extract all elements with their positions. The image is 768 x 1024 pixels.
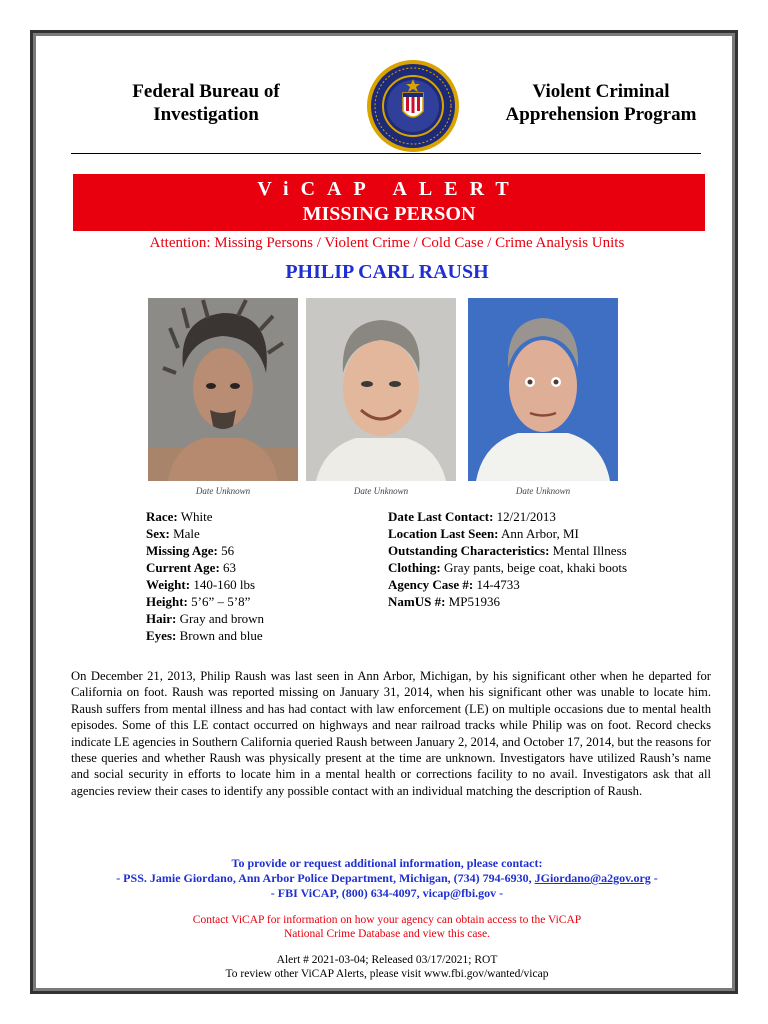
case-narrative: On December 21, 2013, Philip Raush was last seen in Ann Arbor, Michigan, by his significant other when he departed for California on foot. Raush was reported missing on January 31, 2014, when his significant other was unable to locate him. Raush suffers from mental illness and has had contact with law enforcement (LE) on multiple occasions due to mental health episodes. Some of this LE contact occurred on highways and near railroad tracks while Philip was on foot. Record checks indicate LE agencies in Southern California queried Raush between January 2, 2014, and October 17, 2014, but the reasons for these queries and whether Raush was physically present at the time are unknown. Investigators have utilized Raush’s name and social security in efforts to locate him in a mental health or corrections facility to no avail. Investigators ask that all agencies review their cases to identify any possible contact with an individual matching the description of Raush. xyxy=(71,669,711,798)
header-agency-left xyxy=(96,80,316,126)
photo-1-caption: Date Unknown xyxy=(195,486,251,496)
photo-2-caption: Date Unknown xyxy=(353,486,409,496)
access-line1: Contact ViCAP for information on how your agency can obtain access to the ViCAP xyxy=(192,914,582,926)
header-left-line2: Investigation xyxy=(153,104,259,125)
subject-photo-3 xyxy=(468,298,618,481)
access-note xyxy=(36,913,738,941)
facts-right xyxy=(388,508,633,610)
contact-line-fbi: - FBI ViCAP, (800) 634-4097, vicap@fbi.gov - xyxy=(270,886,504,900)
banner-title: ViCAP ALERT xyxy=(257,178,521,200)
subject-photo-2 xyxy=(306,298,456,481)
facts-left xyxy=(146,508,346,644)
fact-eyes: Eyes: Brown and blue xyxy=(146,628,263,643)
contact-heading: To provide or request additional information, please contact: xyxy=(231,856,543,870)
fact-height: Height: 5’6” – 5’8” xyxy=(146,594,251,609)
fact-date-last-contact: Date Last Contact: 12/21/2013 xyxy=(388,509,556,524)
poster-page xyxy=(36,36,732,988)
header-left-line1: Federal Bureau of xyxy=(132,81,280,102)
header-right-line2: Apprehension Program xyxy=(505,104,697,125)
header-right-line1: Violent Criminal xyxy=(532,81,670,102)
contact-email-link[interactable]: JGiordano@a2gov.org xyxy=(534,871,651,885)
alert-banner xyxy=(73,174,705,231)
subject-name: PHILIP CARL RAUSH xyxy=(285,261,489,283)
fact-missing-age: Missing Age: 56 xyxy=(146,543,235,558)
fact-namus: NamUS #: MP51936 xyxy=(388,594,500,609)
photo-3-caption: Date Unknown xyxy=(515,486,571,496)
fact-location-last-seen: Location Last Seen: Ann Arbor, MI xyxy=(388,526,579,541)
fact-hair: Hair: Gray and brown xyxy=(146,611,265,626)
contact-block xyxy=(36,856,738,901)
attention-line: Attention: Missing Persons / Violent Crime / Cold Case / Crime Analysis Units xyxy=(149,235,625,251)
fact-outstanding-characteristics: Outstanding Characteristics: Mental Illness xyxy=(388,543,627,558)
footer-alert-number: Alert # 2021-03-04; Released 03/17/2021; ROT xyxy=(276,954,498,966)
header-agency-right xyxy=(491,80,711,126)
footer xyxy=(36,953,738,981)
poster-frame xyxy=(30,30,738,994)
contact-line-apd: - PSS. Jamie Giordano, Ann Arbor Police Department, Michigan, (734) 794-6930, JGiordano@a2gov.org - xyxy=(116,871,658,885)
access-line2: National Crime Database and view this case. xyxy=(284,928,490,940)
banner-subtitle: MISSING PERSON xyxy=(302,203,476,225)
fact-clothing: Clothing: Gray pants, beige coat, khaki boots xyxy=(388,560,628,575)
fbi-seal-icon xyxy=(366,59,460,153)
fact-agency-case: Agency Case #: 14-4733 xyxy=(388,577,520,592)
header-divider xyxy=(71,153,701,154)
fact-weight: Weight: 140-160 lbs xyxy=(146,577,256,592)
fact-race: Race: White xyxy=(146,509,213,524)
footer-website: To review other ViCAP Alerts, please visit www.fbi.gov/wanted/vicap xyxy=(225,968,549,980)
fact-current-age: Current Age: 63 xyxy=(146,560,237,575)
subject-photo-1 xyxy=(148,298,298,481)
fact-sex: Sex: Male xyxy=(146,526,200,541)
